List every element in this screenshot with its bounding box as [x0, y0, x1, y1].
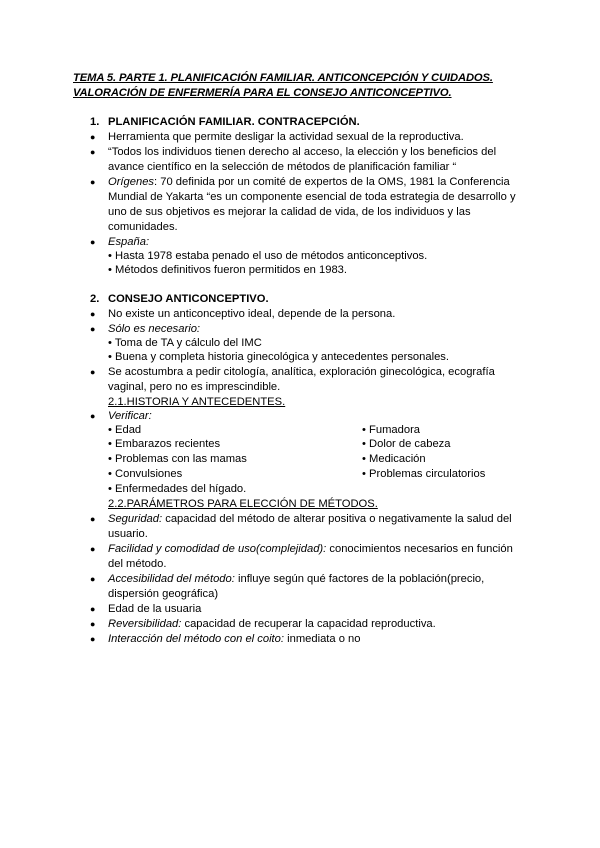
title-line-1: TEMA 5. PARTE 1. PLANIFICACIÓN FAMILIAR. ANTICONCEPCIÓN Y CUIDADOS.	[73, 72, 493, 84]
s1-sub-item: • Métodos definitivos fueron permitidos en 1983.	[108, 264, 347, 276]
bullet-icon: ●	[90, 367, 96, 377]
sub-bullet-icon: •	[362, 468, 366, 480]
origenes-label: Orígenes	[108, 176, 155, 188]
sub-bullet-icon: •	[108, 453, 112, 465]
sub-bullet-icon: •	[362, 453, 366, 465]
s1-bullet-3-line-4: comunidades.	[108, 221, 178, 233]
bullet-icon: ●	[90, 177, 96, 187]
section-2-heading: CONSEJO ANTICONCEPTIVO.	[108, 293, 269, 305]
param-seguridad-line-2: usuario.	[108, 528, 148, 540]
s2-sub-item: • Buena y completa historia ginecológica y antecedentes personales.	[108, 351, 450, 363]
verify-item: • Edad	[108, 424, 142, 436]
section-1-number: 1.	[90, 116, 100, 128]
param-facilidad-line-2: del método.	[108, 558, 167, 570]
verify-item: • Embarazos recientes	[108, 438, 221, 450]
solo-necesario-label: Sólo es necesario:	[108, 323, 201, 335]
verify-item: • Problemas circulatorios	[362, 468, 486, 480]
sub-bullet-icon: •	[108, 337, 112, 349]
bullet-icon: ●	[90, 309, 96, 319]
sub-bullet-icon: •	[108, 468, 112, 480]
bullet-icon: ●	[90, 147, 96, 157]
s2-bullet-3-line-2: vaginal, pero no es imprescindible.	[108, 381, 281, 393]
verify-item: • Fumadora	[362, 424, 421, 436]
section-1-heading: PLANIFICACIÓN FAMILIAR. CONTRACEPCIÓN.	[108, 116, 360, 128]
sub-bullet-icon: •	[362, 438, 366, 450]
verify-item: • Convulsiones	[108, 468, 183, 480]
s2-sub-item: • Toma de TA y cálculo del IMC	[108, 337, 262, 349]
s1-sub-item: • Hasta 1978 estaba penado el uso de métodos anticonceptivos.	[108, 250, 428, 262]
subsection-2-2-heading: 2.2.PARÁMETROS PARA ELECCIÓN DE MÉTODOS.	[108, 498, 378, 510]
sub-bullet-icon: •	[108, 264, 112, 276]
s1-bullet-3-line-3: uno de sus objetivos es mejorar la calidad de vida, de los individuos y las	[108, 206, 471, 218]
param-accesibilidad-line-1: Accesibilidad del método: influye según qué factores de la población(precio,	[108, 573, 485, 585]
document-title	[73, 71, 543, 101]
bullet-icon: ●	[90, 634, 96, 644]
sub-bullet-icon: •	[108, 250, 112, 262]
s1-bullet-3-line-2: Mundial de Yakarta “es un componente esencial de toda estrategia de desarrollo y	[108, 191, 516, 203]
bullet-icon: ●	[90, 544, 96, 554]
s1-bullet-2-line-1: “Todos los individuos tienen derecho al acceso, la elección y los beneficios del	[108, 146, 497, 158]
section-2-number: 2.	[90, 293, 100, 305]
verify-item: • Dolor de cabeza	[362, 438, 451, 450]
param-interaccion: Interacción del método con el coito: inmediata o no	[108, 633, 361, 645]
sub-bullet-icon: •	[362, 424, 366, 436]
bullet-icon: ●	[90, 604, 96, 614]
bullet-icon: ●	[90, 132, 96, 142]
subsection-2-1-heading: 2.1.HISTORIA Y ANTECEDENTES.	[108, 396, 286, 408]
verificar-label: Verificar:	[108, 410, 152, 422]
param-seguridad-line-1: Seguridad: capacidad del método de alterar positiva o negativamente la salud del	[108, 513, 512, 525]
sub-bullet-icon: •	[108, 424, 112, 436]
bullet-icon: ●	[90, 574, 96, 584]
verify-item: • Enfermedades del hígado.	[108, 483, 247, 495]
title-line-2: VALORACIÓN DE ENFERMERÍA PARA EL CONSEJO ANTICONCEPTIVO.	[73, 87, 452, 99]
s2-bullet-3-line-1: Se acostumbra a pedir citología, analítica, exploración ginecológica, ecografía	[108, 366, 495, 378]
sub-bullet-icon: •	[108, 438, 112, 450]
s2-bullet-1: No existe un anticonceptivo ideal, depende de la persona.	[108, 308, 396, 320]
s1-bullet-3-line-1	[108, 175, 510, 190]
espana-label: España:	[108, 236, 150, 248]
bullet-icon: ●	[90, 324, 96, 334]
s1-bullet-1: Herramienta que permite desligar la actividad sexual de la reproductiva.	[108, 131, 464, 143]
s1-bullet-2-line-2: avance científico en la selección de métodos de planificación familiar “	[108, 161, 457, 173]
sub-bullet-icon: •	[108, 351, 112, 363]
param-edad: Edad de la usuaria	[108, 603, 202, 615]
bullet-icon: ●	[90, 411, 96, 421]
param-accesibilidad-line-2: dispersión geográfica)	[108, 588, 219, 600]
verify-item: • Medicación	[362, 453, 426, 465]
param-facilidad-line-1: Facilidad y comodidad de uso(complejidad): conocimientos necesarios en función	[108, 543, 513, 555]
bullet-icon: ●	[90, 237, 96, 247]
param-reversibilidad: Reversibilidad: capacidad de recuperar la capacidad reproductiva.	[108, 618, 436, 630]
verify-item: • Problemas con las mamas	[108, 453, 247, 465]
bullet-icon: ●	[90, 514, 96, 524]
origenes-text: : 70 definida por un comité de expertos de la OMS, 1981 la Conferencia	[154, 176, 510, 188]
bullet-icon: ●	[90, 619, 96, 629]
sub-bullet-icon: •	[108, 483, 112, 495]
